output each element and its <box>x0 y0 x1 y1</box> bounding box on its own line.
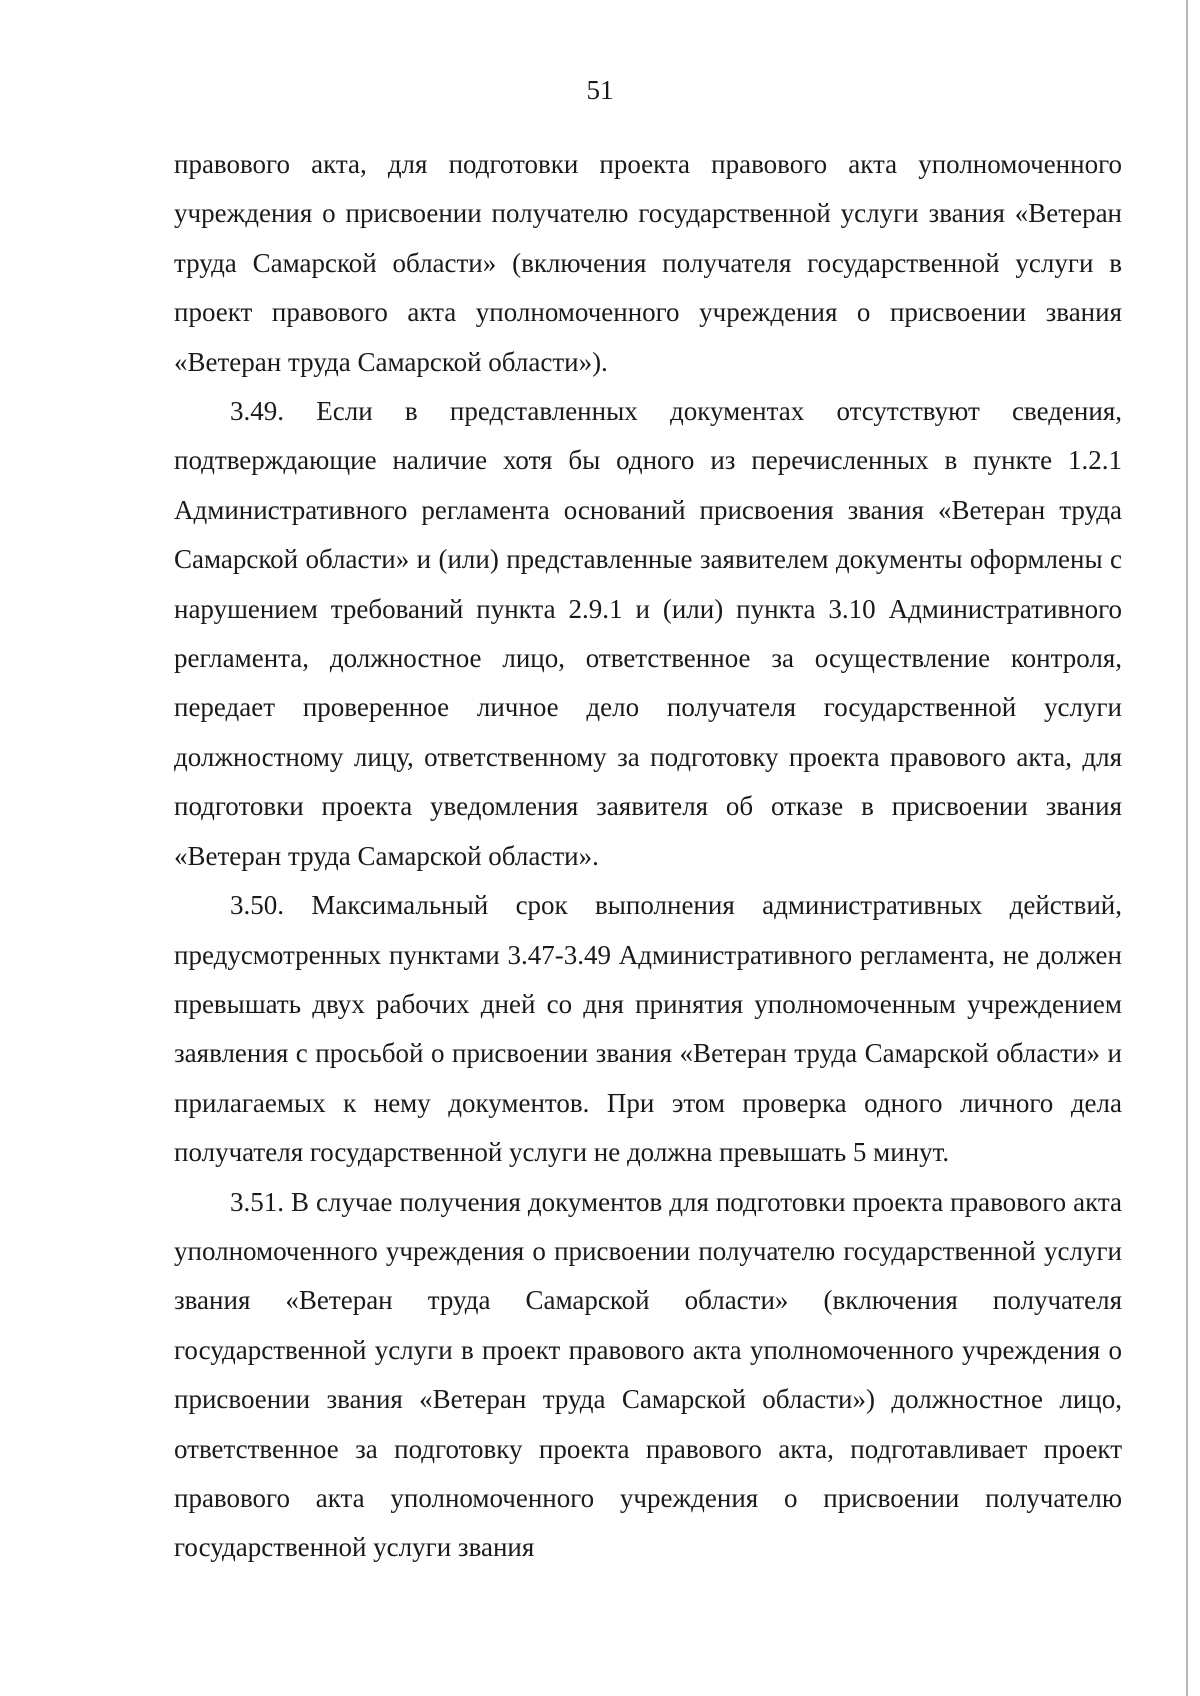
document-body <box>174 140 1122 1573</box>
paragraph-3-49: 3.49. Если в представленных документах отсутствуют сведения, подтверждающие наличие хотя бы одного из перечисленных в пункте 1.2.1 Административного регламента оснований присвоения звания «Ветеран труда Самарской области» и (или) представленные заявителем документы оформлены с нарушением требований пункта 2.9.1 и (или) пункта 3.10 Административного регламента, должностное лицо, ответственное за осуществление контроля, передает проверенное личное дело получателя государственной услуги должностному лицу, ответственному за подготовку проекта правового акта, для подготовки проекта уведомления заявителя об отказе в присвоении звания «Ветеран труда Самарской области». <box>174 396 1122 871</box>
page-number: 51 <box>586 75 614 105</box>
paragraph-3-51: 3.51. В случае получения документов для подготовки проекта правового акта уполномоченного учреждения о присвоении получателю государственной услуги звания «Ветеран труда Самарской области» (включения получателя государственной услуги в проект правового акта уполномоченного учреждения о присвоении звания «Ветеран труда Самарской области») должностное лицо, ответственное за подготовку проекта правового акта, подготавливает проект правового акта уполномоченного учреждения о присвоении получателю государственной услуги звания <box>174 1186 1122 1563</box>
paragraph-continuation: правового акта, для подготовки проекта правового акта уполномоченного учреждения о присвоении получателю государственной услуги звания «Ветеран труда Самарской области» (включения получателя государственной услуги в проект правового акта уполномоченного учреждения о присвоении звания «Ветеран труда Самарской области»). <box>174 149 1122 377</box>
scan-edge-line <box>1186 0 1188 1696</box>
paragraph-3-50: 3.50. Максимальный срок выполнения административных действий, предусмотренных пунктами 3.47-3.49 Административного регламента, не должен превышать двух рабочих дней со дня принятия уполномоченным учреждением заявления с просьбой о присвоении звания «Ветеран труда Самарской области» и прилагаемых к нему документов. При этом проверка одного личного дела получателя государственной услуги не должна превышать 5 минут. <box>174 890 1122 1168</box>
